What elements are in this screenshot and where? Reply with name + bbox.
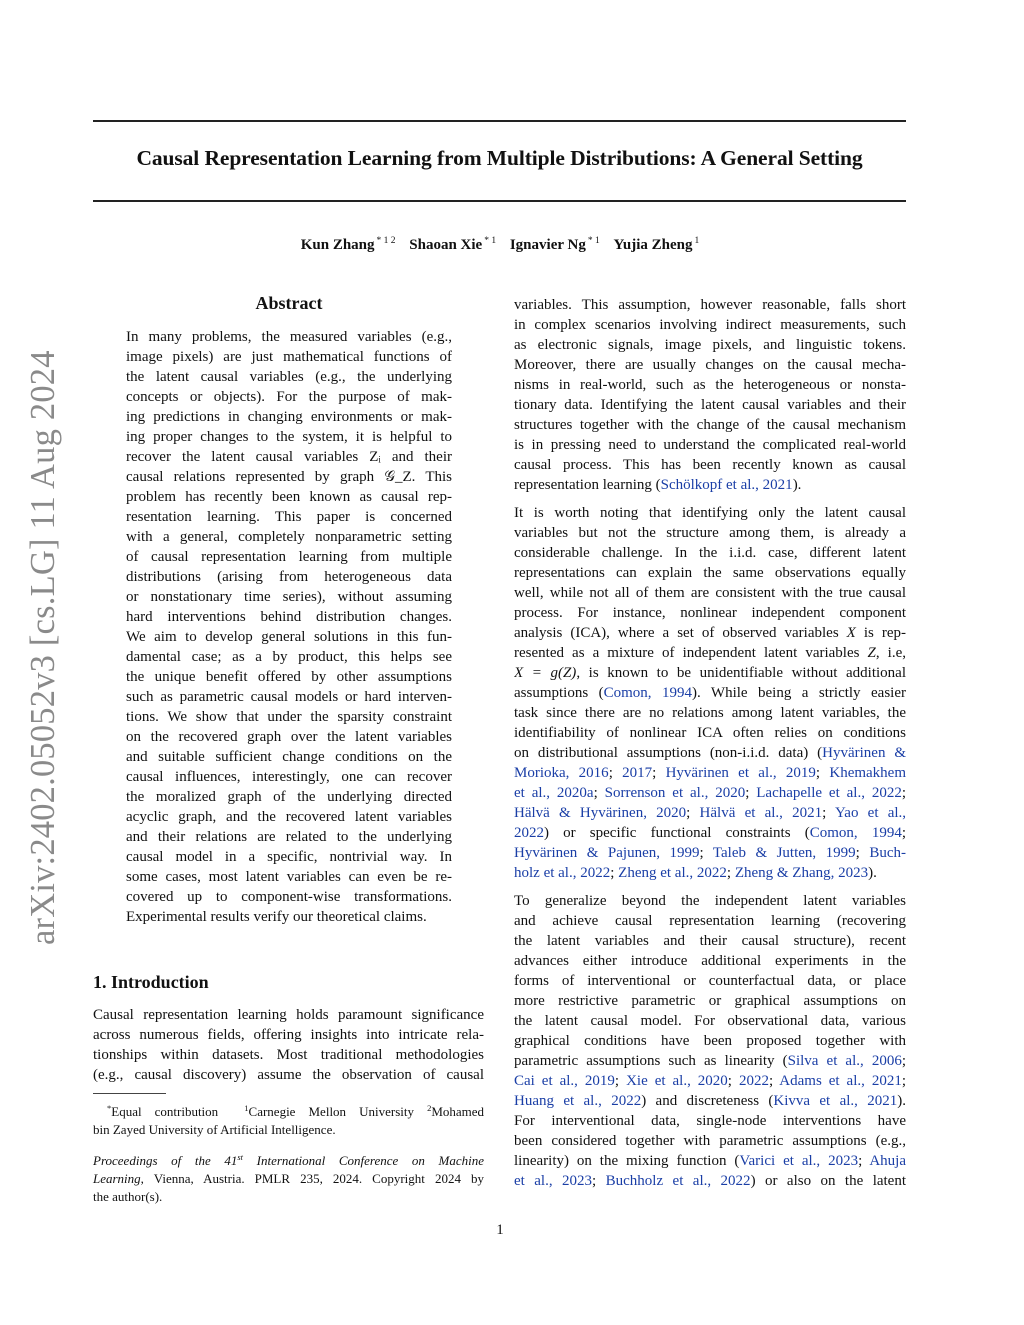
text-line: problem has recently been known as causal rep-: [126, 489, 452, 505]
text-line: parametric assumptions such as linearity (Silva et al., 2006;: [514, 1053, 906, 1069]
text-line: hard interventions behind distribution changes.: [126, 609, 452, 625]
text-line: 2022) or specific functional constraints (Comon, 1994;: [514, 825, 906, 841]
citation-link[interactable]: Adams et al., 2021: [779, 1073, 902, 1089]
text-line: the latent causal model. For observational data, various: [514, 1013, 906, 1029]
text-line: graphical conditions have been proposed together with: [514, 1033, 906, 1049]
citation-link[interactable]: Hyvärinen et al., 2019: [665, 765, 816, 781]
text-line: nisms in real-world, such as the heterogeneous or nonsta-: [514, 377, 906, 393]
text-line: resented as a mixture of independent latent variables Z, i.e,: [514, 645, 906, 661]
text-line: ing proper changes to the system, it is helpful to: [126, 429, 452, 445]
text-line: of causal representation learning from multiple: [126, 549, 452, 565]
text-line: X = g(Z), is known to be unidentifiable without additional: [514, 665, 906, 681]
right-column: [514, 295, 906, 1199]
text-line: Causal representation learning holds paramount significance: [93, 1007, 484, 1023]
footnote: *Equal contribution $^1$Carnegie Mellon University $^2$Mohamed bin Zayed University of Artificial Intelligence.: [93, 1103, 485, 1137]
text-line: task since there are no relations among latent variables, the: [514, 705, 906, 721]
text-line: recover the latent causal variables Zᵢ and their: [126, 449, 452, 465]
text-line: the moralized graph of the underlying directed: [126, 789, 452, 805]
text-line: holz et al., 2022; Zheng et al., 2022; Zheng & Zhang, 2023).: [514, 865, 877, 881]
text-line: ing predictions in changing environments or mak-: [126, 409, 452, 425]
text-line: with a general, completely nonparametric setting: [126, 529, 452, 545]
citation-link[interactable]: Silva et al., 2006: [787, 1053, 902, 1069]
citation-link[interactable]: et al., 2020a: [514, 785, 594, 801]
text-line: or nonstationary time series), without assuming: [126, 589, 452, 605]
citation-link[interactable]: Hälvä et al., 2021: [699, 805, 823, 821]
section-heading-introduction: 1. Introduction: [93, 972, 209, 992]
author: Shaoan Xie $^{* 1}$: [409, 236, 497, 253]
text-line: To generalize beyond the independent latent variables: [514, 893, 906, 909]
citation-link[interactable]: Zheng et al., 2022: [618, 865, 727, 881]
text-line: as electronic signals, image pixels, and linguistic tokens.: [514, 337, 906, 353]
text-line: (e.g., causal discovery) assume the observation of causal: [93, 1067, 484, 1083]
footnote-rule: [93, 1093, 166, 1094]
text-line: causal influences, interestingly, one can recover: [126, 769, 452, 785]
text-line: assumptions (Comon, 1994). While being a strictly easier: [514, 685, 906, 701]
text-line: tions. We show that under the sparsity constraint: [126, 709, 452, 725]
citation-link[interactable]: Kivva et al., 2021: [773, 1093, 898, 1109]
text-line: damental case; as a by product, this helps see: [126, 649, 452, 665]
text-line: Morioka, 2016; 2017; Hyvärinen et al., 2019; Khemakhem: [514, 765, 906, 781]
citation-link[interactable]: Schölkopf et al., 2021: [660, 477, 793, 493]
title-rule-top: [93, 120, 906, 122]
text-line: identifiability of nonlinear ICA often relies on conditions: [514, 725, 906, 741]
text-line: causal model in a specific, nontrivial way. In: [126, 849, 452, 865]
text-line: and their relations are related to the underlying: [126, 829, 452, 845]
text-line: is in pressing need to understand the complicated real-world: [514, 437, 906, 453]
text-line: analysis (ICA), where a set of observed variables X is rep-: [514, 625, 906, 641]
citation-link[interactable]: holz et al., 2022: [514, 865, 611, 881]
citation-link[interactable]: Yao et al.,: [834, 805, 906, 821]
text-line: and achieve causal representation learning (recovering: [514, 913, 906, 929]
text-line: It is worth noting that identifying only the latent causal: [514, 505, 906, 521]
text-line: been considered together with parametric assumptions (e.g.,: [514, 1133, 906, 1149]
citation-link[interactable]: 2017: [622, 765, 653, 781]
citation-link[interactable]: Varici et al., 2023: [739, 1153, 859, 1169]
text-line: image pixels) are just mathematical functions of: [126, 349, 452, 365]
text-line: the latent causal variables (e.g., the underlying: [126, 369, 452, 385]
abstract-heading: Abstract: [255, 293, 323, 313]
text-line: For interventional data, single-node interventions have: [514, 1113, 906, 1129]
text-line: causal relations represented by graph 𝒢_Z. This: [126, 469, 452, 485]
citation-link[interactable]: Comon, 1994: [603, 685, 692, 701]
text-line: well, while not all of them are consistent with the true causal: [514, 585, 906, 601]
text-line: representations can explain the same observations equally: [514, 565, 906, 581]
proceedings-note: Proceedings of the 41st International Conference on Machine Learning, Vienna, Austria. PMLR 235, 2024. Copyright 2024 by the author(s).: [93, 1152, 484, 1204]
citation-link[interactable]: et al., 2023: [514, 1173, 593, 1189]
text-line: resentation learning. This paper is concerned: [126, 509, 452, 525]
text-line: forms of interventional or counterfactual data, or place: [514, 973, 906, 989]
text-line: in complex scenarios involving indirect measurements, such: [514, 317, 906, 333]
text-line: concepts or objects). For the purpose of mak-: [126, 389, 452, 405]
text-line: variables. This assumption, however reasonable, falls short: [514, 297, 906, 313]
citation-link[interactable]: Hyvärinen & Pajunen, 1999: [514, 845, 700, 861]
text-line: covered up to component-wise transformations.: [126, 889, 452, 905]
author-list: [0, 236, 1000, 254]
citation-link[interactable]: Cai et al., 2019: [514, 1073, 615, 1089]
citation-link[interactable]: Sorrenson et al., 2020: [604, 785, 746, 801]
text-line: Huang et al., 2022) and discreteness (Kivva et al., 2021).: [514, 1093, 906, 1109]
citation-link[interactable]: Lachapelle et al., 2022: [756, 785, 902, 801]
citation-link[interactable]: Morioka, 2016: [514, 765, 609, 781]
text-line: et al., 2020a; Sorrenson et al., 2020; Lachapelle et al., 2022;: [514, 785, 906, 801]
text-line: on the recovered graph over the latent variables: [126, 729, 452, 745]
citation-link[interactable]: Zheng & Zhang, 2023: [734, 865, 869, 881]
text-line: variables but not the structure among them, is already a: [514, 525, 906, 541]
text-line: tionary data. Identifying the latent causal variables and their: [514, 397, 906, 413]
citation-link[interactable]: 2022: [514, 825, 544, 841]
text-line: considerable challenge. In the i.i.d. case, different latent: [514, 545, 906, 561]
text-line: causal process. This has been recently known as causal: [514, 457, 906, 473]
text-line: some cases, most latent variables can even be re-: [126, 869, 452, 885]
title-rule-bottom: [93, 200, 906, 202]
text-line: structures together with the change of the causal mechanism: [514, 417, 906, 433]
text-line: and suitable sufficient change conditions on the: [126, 749, 452, 765]
text-line: process. For instance, nonlinear independent component: [514, 605, 906, 621]
citation-link[interactable]: Khemakhem: [829, 765, 906, 781]
text-line: the latent variables and their causal structure), recent: [514, 933, 906, 949]
text-line: Experimental results verify our theoretical claims.: [126, 909, 427, 925]
text-line: such as parametric causal models or hard interven-: [126, 689, 452, 705]
arxiv-identifier-stamp: arXiv:2402.05052v3 [cs.LG] 11 Aug 2024: [24, 350, 62, 945]
page-number: 1: [496, 1222, 504, 1238]
citation-link[interactable]: 2022: [738, 1073, 769, 1089]
introduction-body: [93, 1005, 484, 1085]
text-line: advances either introduce additional experiments in the: [514, 953, 906, 969]
text-line: We aim to develop general solutions in this fun-: [126, 629, 452, 645]
text-line: on distributional assumptions (non-i.i.d. data) (Hyvärinen &: [514, 745, 906, 761]
text-line: across numerous fields, offering insights into intricate rela-: [93, 1027, 484, 1043]
paragraph: [514, 295, 906, 495]
citation-link[interactable]: Hyvärinen &: [822, 745, 906, 761]
abstract-body: [126, 327, 452, 927]
author: Ignavier Ng $^{* 1}$: [509, 236, 600, 253]
author: Yujia Zheng $^1$: [613, 236, 700, 253]
text-line: Cai et al., 2019; Xie et al., 2020; 2022; Adams et al., 2021;: [514, 1073, 906, 1089]
text-line: tionships within datasets. Most traditional methodologies: [93, 1047, 484, 1063]
citation-link[interactable]: Taleb & Jutten, 1999: [712, 845, 856, 861]
citation-link[interactable]: Comon, 1994: [809, 825, 902, 841]
text-line: In many problems, the measured variables (e.g.,: [126, 329, 452, 345]
paper-title: Causal Representation Learning from Multiple Distributions: A General Setting: [136, 146, 863, 170]
paragraph: [514, 503, 906, 883]
text-line: et al., 2023; Buchholz et al., 2022) or also on the latent: [514, 1173, 906, 1189]
citation-link[interactable]: Huang et al., 2022: [514, 1093, 642, 1109]
author: Kun Zhang $^{* 1 2}$: [300, 236, 396, 253]
text-line: Hälvä & Hyvärinen, 2020; Hälvä et al., 2021; Yao et al.,: [514, 805, 906, 821]
text-line: the unique benefit offered by other assumptions: [126, 669, 452, 685]
text-line: Hyvärinen & Pajunen, 1999; Taleb & Jutten, 1999; Buch-: [514, 845, 906, 861]
citation-link[interactable]: Xie et al., 2020: [626, 1073, 728, 1089]
citation-link[interactable]: Buchholz et al., 2022: [605, 1173, 751, 1189]
citation-link[interactable]: Ahuja: [869, 1153, 906, 1169]
text-line: acyclic graph, and the recovered latent variables: [126, 809, 452, 825]
text-line: linearity) on the mixing function (Varici et al., 2023; Ahuja: [514, 1153, 906, 1169]
paragraph: [514, 891, 906, 1191]
citation-link[interactable]: Buch-: [869, 845, 906, 861]
citation-link[interactable]: Hälvä & Hyvärinen, 2020: [514, 805, 687, 821]
text-line: Moreover, there are usually changes on the causal mecha-: [514, 357, 906, 373]
text-line: distributions (arising from heterogeneous data: [126, 569, 452, 585]
text-line: more restrictive parametric or graphical assumptions on: [514, 993, 906, 1009]
text-line: representation learning (Schölkopf et al., 2021).: [514, 477, 802, 493]
